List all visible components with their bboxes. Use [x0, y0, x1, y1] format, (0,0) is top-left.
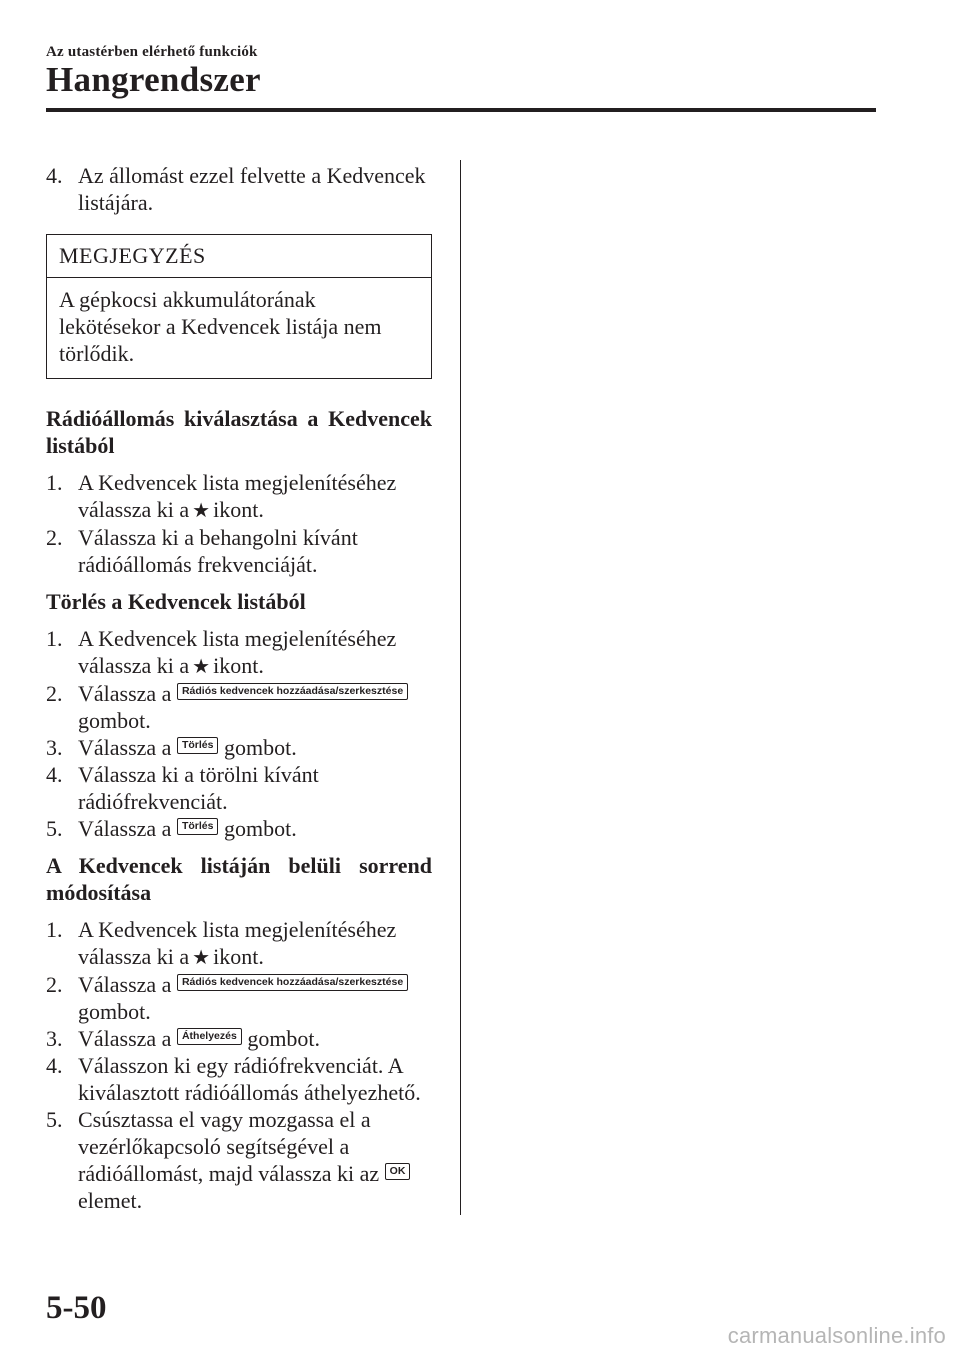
- step-text: A Kedvencek lista megjelenítéséhez válassza ki a: [78, 917, 397, 969]
- step-text: Válassza a: [78, 1026, 172, 1051]
- step-item: [46, 162, 432, 216]
- reorder-steps: [46, 916, 432, 1214]
- step-item: [46, 916, 432, 971]
- step-text: gombot.: [223, 816, 297, 841]
- step-number: 4.: [46, 163, 63, 188]
- step-number: 2.: [46, 525, 63, 550]
- step-text: Válassza a: [78, 735, 172, 760]
- step-number: 3.: [46, 1026, 63, 1051]
- step-number: 1.: [46, 470, 63, 495]
- left-column: [46, 162, 432, 1224]
- watermark: carmanualsonline.info: [727, 1323, 946, 1348]
- step-text: Az állomást ezzel felvette a Kedvencek listájára.: [78, 163, 426, 215]
- step-text: gombot.: [78, 708, 151, 733]
- step-text: Válassza ki a behangolni kívánt rádióállomás frekvenciáját.: [78, 525, 358, 577]
- step-item: [46, 1106, 432, 1214]
- step-number: 2.: [46, 972, 63, 997]
- page-number: 5-50: [46, 1290, 107, 1326]
- step-number: 5.: [46, 816, 63, 841]
- add-edit-favorites-button: Rádiós kedvencek hozzáadása/szerkesztése: [177, 974, 408, 991]
- step-number: 3.: [46, 735, 63, 760]
- select-steps: [46, 469, 432, 578]
- step-text: Csúsztassa el vagy mozgassa el a vezérlőkapcsoló segítségével a rádióállomást, majd válassza ki az: [78, 1107, 380, 1186]
- step-text: gombot.: [78, 999, 151, 1024]
- delete-button: Törlés: [177, 818, 219, 835]
- column-divider: [460, 160, 461, 1215]
- step-text: A Kedvencek lista megjelenítéséhez válassza ki a: [78, 470, 397, 522]
- step-text: Válassza a: [78, 681, 172, 706]
- step-item: [46, 680, 432, 734]
- step-item: [46, 734, 432, 761]
- step-text: gombot.: [223, 735, 297, 760]
- star-icon: ★: [192, 498, 211, 522]
- section-heading-delete: Törlés a Kedvencek listából: [46, 589, 306, 614]
- step-text: Válassza a: [78, 816, 172, 841]
- step-number: 1.: [46, 917, 63, 942]
- step-text: Válasszon ki egy rádiófrekvenciát. A kiválasztott rádióállomás áthelyezhető.: [78, 1053, 421, 1105]
- move-button: Áthelyezés: [177, 1028, 242, 1045]
- step-text: ikont.: [213, 944, 264, 969]
- step-item: [46, 971, 432, 1025]
- ok-button: OK: [385, 1163, 411, 1180]
- section-heading-select: Rádióállomás kiválasztása a Kedvencek listából: [46, 406, 432, 458]
- step-text: ikont.: [213, 653, 264, 678]
- step-item: [46, 1052, 432, 1106]
- step-text: Válassza a: [78, 972, 172, 997]
- step-text: elemet.: [78, 1188, 143, 1213]
- step-item: [46, 469, 432, 524]
- section-heading-reorder: A Kedvencek listáján belüli sorrend módosítása: [46, 853, 432, 905]
- section-header: Az utastérben elérhető funkciók: [46, 44, 258, 60]
- step-number: 4.: [46, 1053, 63, 1078]
- delete-steps: [46, 625, 432, 842]
- step-item: [46, 524, 432, 578]
- note-box: [46, 234, 432, 379]
- star-icon: ★: [192, 945, 211, 969]
- page-title: Hangrendszer: [46, 60, 261, 99]
- step-text: Válassza ki a törölni kívánt rádiófrekvenciát.: [78, 762, 319, 814]
- step-number: 4.: [46, 762, 63, 787]
- step-text: ikont.: [213, 497, 264, 522]
- note-body: A gépkocsi akkumulátorának lekötésekor a Kedvencek listája nem törlődik.: [59, 287, 382, 366]
- header-rule: [46, 108, 876, 112]
- add-edit-favorites-button: Rádiós kedvencek hozzáadása/szerkesztése: [177, 683, 408, 700]
- step-item: [46, 815, 432, 842]
- step-item: [46, 1025, 432, 1052]
- star-icon: ★: [192, 654, 211, 678]
- step-number: 2.: [46, 681, 63, 706]
- delete-button: Törlés: [177, 737, 219, 754]
- note-title: MEGJEGYZÉS: [47, 235, 431, 278]
- step-number: 1.: [46, 626, 63, 651]
- step-item: [46, 625, 432, 680]
- step-text: gombot.: [247, 1026, 321, 1051]
- step-number: 5.: [46, 1107, 63, 1132]
- step-text: A Kedvencek lista megjelenítéséhez válassza ki a: [78, 626, 397, 678]
- step-item: [46, 761, 432, 815]
